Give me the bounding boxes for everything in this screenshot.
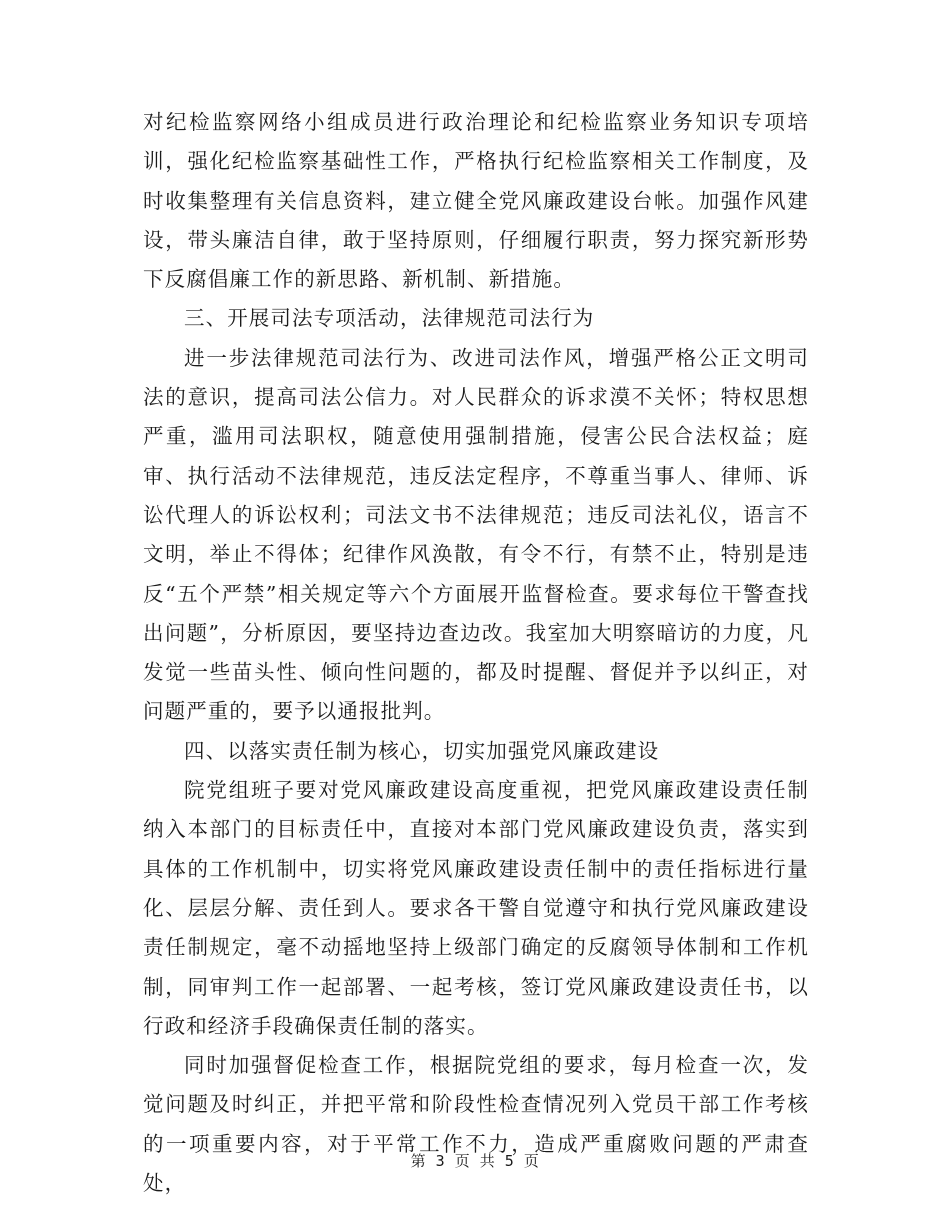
page-number-footer: 第 3 页 共 5 页 bbox=[410, 1152, 540, 1170]
section-heading-4: 四、以落实责任制为核心，切实加强党风廉政建设 bbox=[184, 738, 660, 763]
paragraph: 进一步法律规范司法行为、改进司法作风，增强严格公正文明司法的意识，提高司法公信力。对人民群众的诉求漠不关怀；特权思想严重，滥用司法职权，随意使用强制措施，侵害公民合法权益；庭审、执行活动不法律规范，违反法定程序，不尊重当事人、律师、诉讼代理人的诉讼权利；司法文书不法律规范；违反司法礼仪，语言不文明，举止不得体；纪律作风涣散，有令不行，有禁不止，特别是违反“五个严禁”相关规定等六个方面展开监督检查。要求每位干警查找出问题”，分析原因，要坚持边查边改。我室加大明察暗访的力度，凡发觉一些苗头性、倾向性问题的，都及时提醒、督促并予以纠正，对问题严重的，要予以通报批判。 bbox=[143, 345, 809, 724]
paragraph: 同时加强督促检查工作，根据院党组的要求，每月检查一次，发觉问题及时纠正，并把平常和阶段性检查情况列入党员干部工作考核的一项重要内容，对于平常工作不力，造成严重腐败问题的严肃查处， bbox=[143, 1053, 809, 1196]
section-heading-3: 三、开展司法专项活动，法律规范司法行为 bbox=[184, 306, 595, 331]
paragraph: 院党组班子要对党风廉政建设高度重视，把党风廉政建设责任制纳入本部门的目标责任中，直接对本部门党风廉政建设负责，落实到具体的工作机制中，切实将党风廉政建设责任制中的责任指标进行量化、层层分解、责任到人。要求各干警自觉遵守和执行党风廉政建设责任制规定，毫不动摇地坚持上级部门确定的反腐领导体制和工作机制，同审判工作一起部署、一起考核，签订党风廉政建设责任书，以行政和经济手段确保责任制的落实。 bbox=[143, 778, 809, 1038]
document-body bbox=[143, 103, 809, 1203]
paragraph-continued: 对纪检监察网络小组成员进行政治理论和纪检监察业务知识专项培训，强化纪检监察基础性工作，严格执行纪检监察相关工作制度，及时收集整理有关信息资料，建立健全党风廉政建设台帐。加强作风建设，带头廉洁自律，敢于坚持原则，仔细履行职责，努力探究新形势下反腐倡廉工作的新思路、新机制、新措施。 bbox=[143, 110, 809, 292]
